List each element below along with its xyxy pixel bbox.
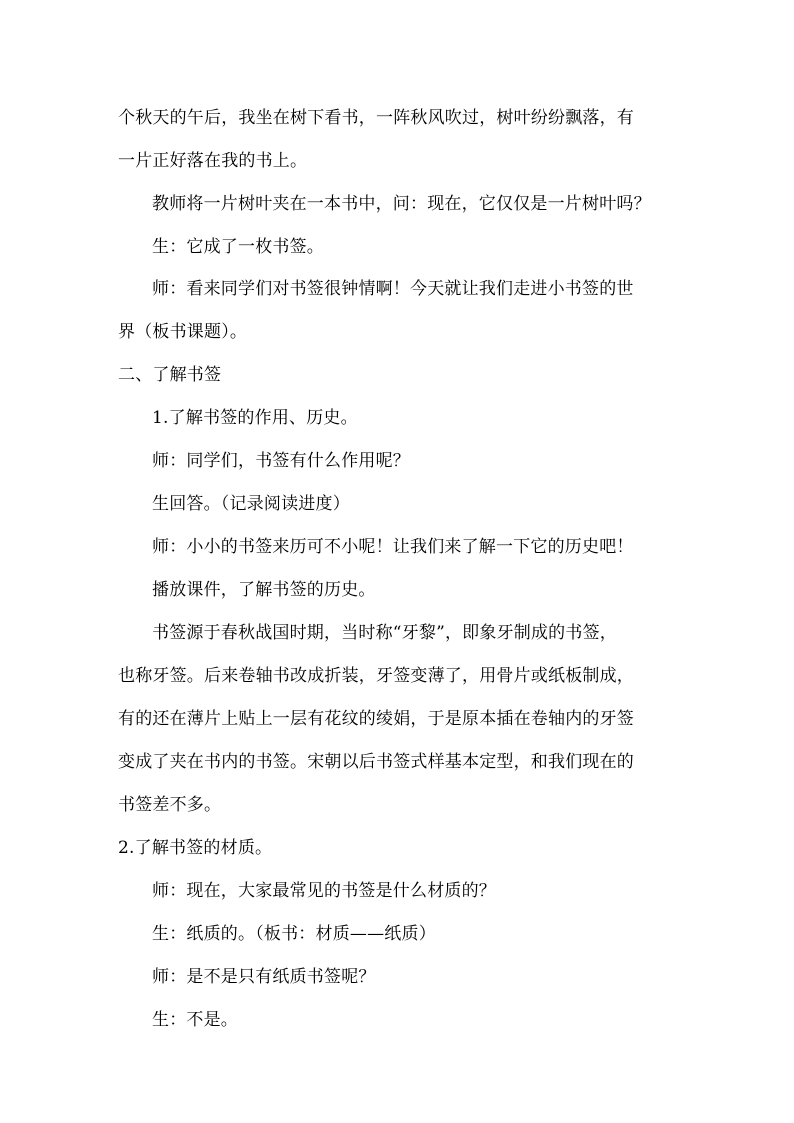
dialogue-line: 生回答。（记录阅读进度） bbox=[152, 494, 350, 514]
section-heading: 二、了解书签 bbox=[118, 365, 222, 385]
dialogue-line: 生：纸质的。（板书：材质——纸质） bbox=[152, 924, 436, 944]
paragraph-line: 一片正好落在我的书上。 bbox=[118, 151, 308, 171]
paragraph-line: 播放课件，了解书签的历史。 bbox=[152, 580, 376, 600]
dialogue-line: 师：是不是只有纸质书签呢？ bbox=[152, 967, 376, 987]
paragraph-line: 个秋天的午后，我坐在树下看书，一阵秋风吹过，树叶纷纷飘落，有 bbox=[118, 108, 634, 128]
dialogue-line: 生：它成了一枚书签。 bbox=[152, 237, 324, 257]
paragraph-line: 也称牙签。后来卷轴书改成折装，牙签变薄了，用骨片或纸板制成， bbox=[118, 666, 634, 686]
paragraph-line: 教师将一片树叶夹在一本书中，问：现在，它仅仅是一片树叶吗？ bbox=[152, 194, 651, 214]
dialogue-line: 师：小小的书签来历可不小呢！让我们来了解一下它的历史吧！ bbox=[152, 537, 634, 557]
paragraph-line: 变成了夹在书内的书签。宋朝以后书签式样基本定型，和我们现在的 bbox=[118, 752, 634, 772]
dialogue-line: 师：同学们，书签有什么作用呢？ bbox=[152, 451, 410, 471]
subsection-heading: 1.了解书签的作用、历史。 bbox=[152, 408, 358, 428]
paragraph-line: 书签源于春秋战国时期，当时称“牙黎”，即象牙制成的书签， bbox=[152, 623, 617, 643]
paragraph-line: 有的还在薄片上贴上一层有花纹的绫娟，于是原本插在卷轴内的牙签 bbox=[118, 709, 634, 729]
dialogue-line: 师：现在，大家最常见的书签是什么材质的？ bbox=[152, 881, 496, 901]
paragraph-line: 界（板书课题）。 bbox=[118, 322, 248, 342]
subsection-heading: 2.了解书签的材质。 bbox=[118, 838, 273, 858]
dialogue-line: 师：看来同学们对书签很钟情啊！今天就让我们走进小书签的世 bbox=[152, 279, 634, 299]
paragraph-line: 书签差不多。 bbox=[118, 795, 222, 815]
dialogue-line: 生：不是。 bbox=[152, 1010, 238, 1030]
